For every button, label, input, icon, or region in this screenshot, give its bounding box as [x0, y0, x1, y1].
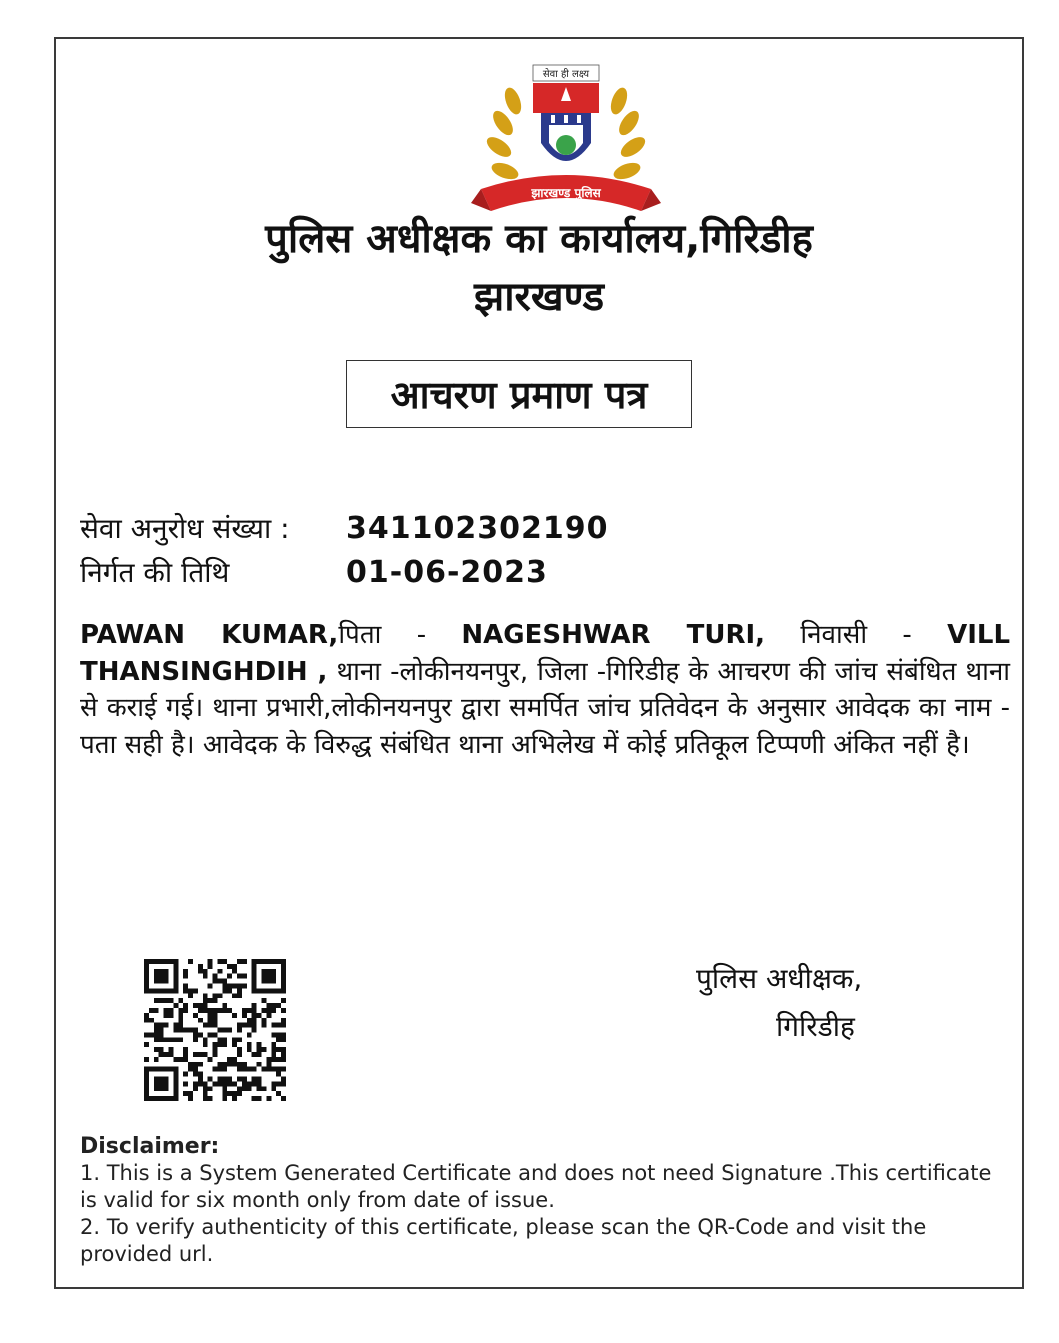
- service-request-number: 341102302190: [346, 511, 609, 546]
- certificate: [54, 37, 1024, 1289]
- police-emblem-icon: [471, 61, 661, 231]
- disclaimer: [80, 1133, 1000, 1268]
- office-state: झारखण्ड: [473, 274, 605, 320]
- disclaimer-point-1: 1. This is a System Generated Certificate and does not need Signature .This certificate is valid for six month only from date of issue.: [80, 1161, 992, 1212]
- applicant-name: PAWAN KUMAR,: [80, 620, 339, 650]
- body-rest: थाना -लोकीनयनपुर, जिला -गिरिडीह के आचरण की जांच संबंधित थाना से कराई गई। थाना प्रभारी,लोकीनयनपुर द्वारा समर्पित जांच प्रतिवेदन के अनुसार आवेदक का नाम - पता सही है। आवेदक के विरुद्ध संबंधित थाना अभिलेख में कोई प्रतिकूल टिप्पणी अंकित नहीं है।: [80, 656, 1010, 760]
- qr-code-icon: [144, 959, 286, 1101]
- father-label: पिता -: [338, 620, 462, 650]
- village: VILL THANSINGHDIH ,: [80, 620, 1011, 687]
- office-title: पुलिस अधीक्षक का कार्यालय,गिरिडीह: [265, 216, 813, 262]
- certificate-title: आचरण प्रमाण पत्र: [346, 360, 692, 428]
- emblem-ribbon-text: झारखण्ड पुलिस: [531, 186, 601, 200]
- disclaimer-point-2: 2. To verify authenticity of this certificate, please scan the QR-Code and visit the provided url.: [80, 1215, 927, 1266]
- issue-date-row: [80, 553, 548, 591]
- service-request-label: सेवा अनुरोध संख्या :: [80, 512, 290, 545]
- issue-date: 01-06-2023: [346, 555, 548, 590]
- issue-date-label: निर्गत की तिथि: [80, 556, 230, 589]
- emblem-motto: सेवा ही लक्ष्य: [542, 69, 590, 80]
- father-name: NAGESHWAR TURI,: [461, 620, 766, 650]
- signatory-place: गिरिडीह: [776, 1010, 855, 1043]
- certificate-body: [80, 617, 1010, 763]
- service-request-row: [80, 509, 609, 547]
- signatory-designation: पुलिस अधीक्षक,: [696, 962, 863, 995]
- disclaimer-heading: Disclaimer:: [80, 1134, 220, 1159]
- residence-label: निवासी -: [765, 620, 948, 650]
